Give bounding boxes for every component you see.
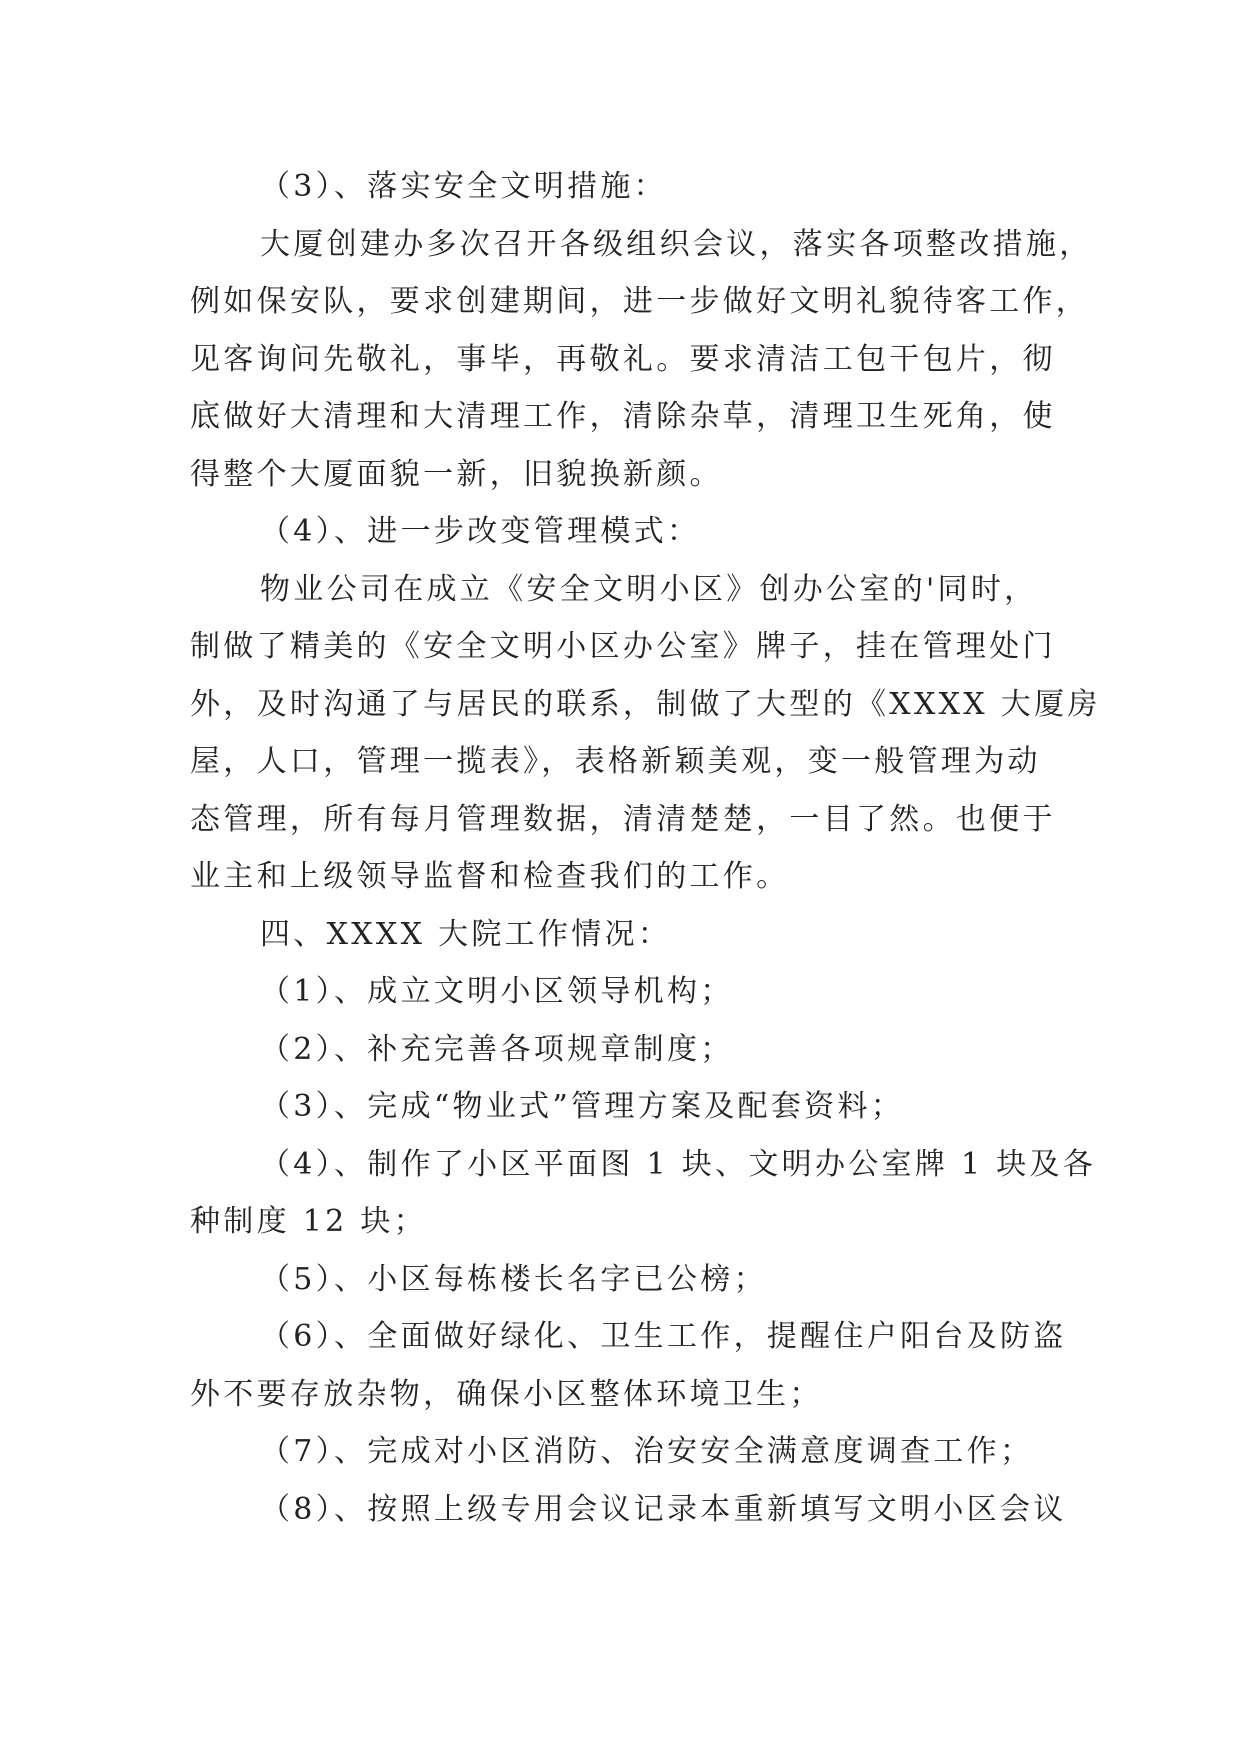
list-item: （6）、全面做好绿化、卫生工作，提醒住户阳台及防盗: [260, 1319, 1067, 1354]
list-item: （2）、补充完善各项规章制度；: [260, 1031, 734, 1067]
paragraph-line: 大厦创建办多次召开各级组织会议，落实各项整改措施，: [260, 226, 1093, 262]
paragraph-line: 制做了精美的《安全文明小区办公室》牌子，挂在管理处门: [190, 629, 1056, 664]
list-item: （4）、制作了小区平面图 1 块、文明办公室牌 1 块及各: [260, 1146, 1097, 1182]
paragraph-line: 底做好大清理和大清理工作，清除杂草，清理卫生死角，使: [190, 399, 1056, 434]
paragraph-line: 屋，人口，管理一揽表》，表格新颖美观，变一般管理为动: [190, 744, 1041, 779]
heading-3-safety-measures: （3）、落实安全文明措施：: [260, 169, 667, 204]
section-heading-4: 四、XXXX 大院工作情况：: [260, 916, 672, 952]
list-item: （8）、按照上级专用会议记录本重新填写文明小区会议: [260, 1491, 1067, 1527]
paragraph-line: 得整个大厦面貌一新，旧貌换新颜。: [190, 456, 723, 492]
paragraph-line: 物业公司在成立《安全文明小区》创办公室的'同时，: [260, 571, 1038, 607]
paragraph-line: 业主和上级领导监督和检查我们的工作。: [190, 859, 790, 894]
list-item-continuation: 种制度 12 块；: [190, 1204, 427, 1239]
paragraph-line: 例如保安队，要求创建期间，进一步做好文明礼貌待客工作，: [190, 284, 1090, 319]
document-body: [190, 158, 1101, 1538]
paragraph-line: 外，及时沟通了与居民的联系，制做了大型的《XXXX 大厦房: [190, 686, 1101, 722]
paragraph-line: 见客询问先敬礼，事毕，再敬礼。要求清洁工包干包片，彻: [190, 341, 1056, 377]
list-item-continuation: 外不要存放杂物，确保小区整体环境卫生；: [190, 1376, 823, 1412]
heading-4-management-mode: （4）、进一步改变管理模式：: [260, 514, 701, 549]
list-item: （1）、成立文明小区领导机构；: [260, 974, 734, 1009]
list-item: （5）、小区每栋楼长名字已公榜；: [260, 1261, 767, 1297]
paragraph-line: 态管理，所有每月管理数据，清清楚楚，一目了然。也便于: [190, 801, 1056, 837]
list-item: （7）、完成对小区消防、治安安全满意度调查工作；: [260, 1434, 1034, 1469]
list-item: （3）、完成“物业式”管理方案及配套资料；: [260, 1089, 905, 1124]
